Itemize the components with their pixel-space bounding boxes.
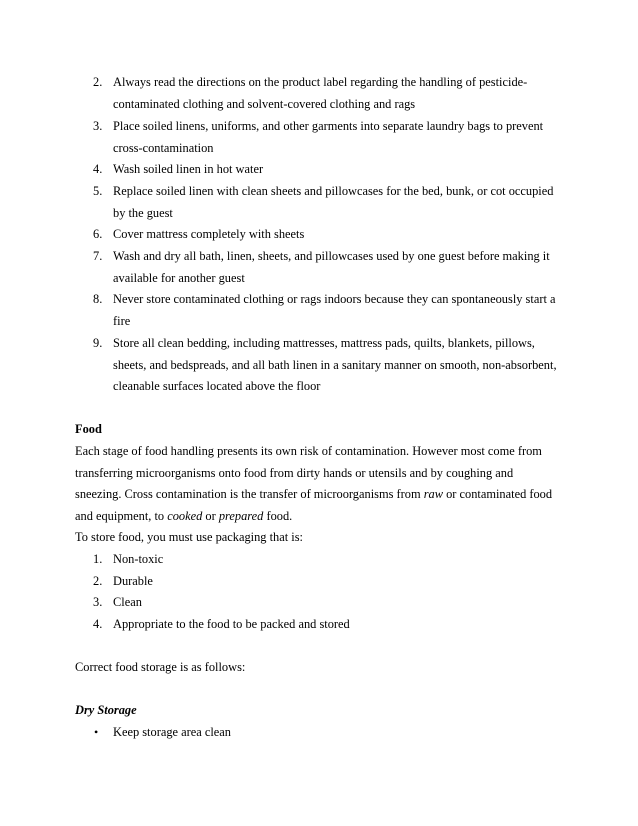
text-run: food. bbox=[263, 509, 293, 523]
paragraph-line bbox=[75, 508, 292, 524]
list-number: 3. bbox=[93, 119, 103, 133]
list-number: 4. bbox=[93, 617, 103, 631]
section-heading-food: Food bbox=[75, 422, 102, 436]
list-number: 8. bbox=[93, 292, 103, 306]
list-item-line: Always read the directions on the product label regarding the handling of pesticide- bbox=[113, 75, 528, 89]
text-run: or contaminated food bbox=[443, 487, 553, 501]
list-item: Clean bbox=[113, 595, 142, 609]
list-item-line: sheets, and bedspreads, and all bath linen in a sanitary manner on smooth, non-absorbent, bbox=[113, 358, 557, 372]
list-item: Appropriate to the food to be packed and stored bbox=[113, 617, 350, 631]
italic-term-cooked: cooked bbox=[167, 509, 203, 523]
list-item-line: Wash and dry all bath, linen, sheets, and pillowcases used by one guest before making it bbox=[113, 249, 550, 263]
list-item-line: fire bbox=[113, 314, 131, 328]
list-item-line: Store all clean bedding, including mattresses, mattress pads, quilts, blankets, pillows, bbox=[113, 336, 535, 350]
list-item-line: cross-contamination bbox=[113, 141, 214, 155]
paragraph-line bbox=[75, 486, 552, 502]
list-item-line: Replace soiled linen with clean sheets and pillowcases for the bed, bunk, or cot occupied bbox=[113, 184, 554, 198]
list-number: 5. bbox=[93, 184, 103, 198]
text-run: or bbox=[202, 509, 219, 523]
list-item-line: Wash soiled linen in hot water bbox=[113, 162, 264, 176]
list-number: 2. bbox=[93, 574, 103, 588]
list-item-line: Never store contaminated clothing or rags indoors because they can spontaneously start a bbox=[113, 292, 556, 306]
packaging-intro: To store food, you must use packaging that is: bbox=[75, 530, 303, 544]
storage-intro: Correct food storage is as follows: bbox=[75, 660, 246, 674]
list-item: Non-toxic bbox=[113, 552, 164, 566]
italic-term-raw: raw bbox=[423, 487, 443, 501]
paragraph-line: transferring microorganisms onto food from dirty hands or utensils and by coughing and bbox=[75, 466, 514, 480]
text-run: and equipment, to bbox=[75, 509, 168, 523]
list-item-line: by the guest bbox=[113, 206, 173, 220]
text-run: sneezing. Cross contamination is the transfer of microorganisms from bbox=[75, 487, 424, 501]
list-item: Durable bbox=[113, 574, 153, 588]
list-number: 7. bbox=[93, 249, 103, 263]
italic-term-prepared: prepared bbox=[218, 509, 264, 523]
list-item-line: Cover mattress completely with sheets bbox=[113, 227, 305, 241]
list-number: 3. bbox=[93, 595, 103, 609]
list-number: 1. bbox=[93, 552, 103, 566]
bullet-icon: • bbox=[94, 725, 99, 739]
list-item-line: contaminated clothing and solvent-covered clothing and rags bbox=[113, 97, 416, 111]
list-item-line: available for another guest bbox=[113, 271, 245, 285]
paragraph-line: Each stage of food handling presents its own risk of contamination. However most come from bbox=[75, 444, 542, 458]
list-item-line: cleanable surfaces located above the floor bbox=[113, 379, 321, 393]
list-item-line: Place soiled linens, uniforms, and other garments into separate laundry bags to prevent bbox=[113, 119, 544, 133]
list-item: Keep storage area clean bbox=[113, 725, 231, 739]
list-number: 2. bbox=[93, 75, 103, 89]
list-number: 4. bbox=[93, 162, 103, 176]
subheading-dry-storage: Dry Storage bbox=[75, 703, 137, 717]
list-number: 9. bbox=[93, 336, 103, 350]
list-number: 6. bbox=[93, 227, 103, 241]
